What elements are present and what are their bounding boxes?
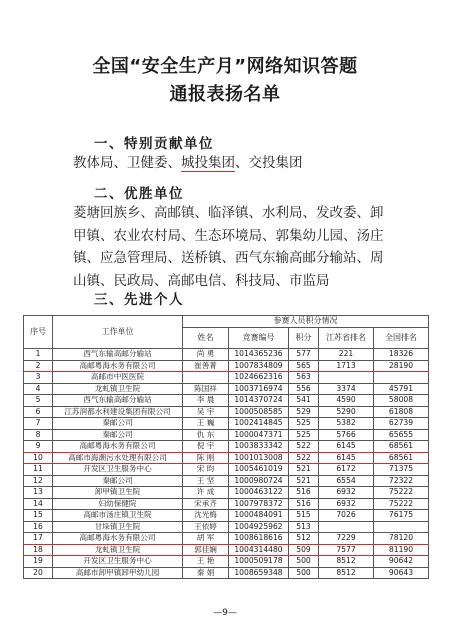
- table-row: [24, 510, 429, 522]
- cell-id: 1003833342: [229, 441, 289, 453]
- table-row: [24, 464, 429, 476]
- table-row: [24, 567, 429, 579]
- cell-score: 522: [289, 441, 319, 453]
- table-row: [24, 521, 429, 533]
- cell-score: 577: [289, 349, 319, 361]
- special-units-highlight: 城投集团: [181, 155, 235, 171]
- cell-unit: 西气东输高邮分输站: [53, 395, 183, 407]
- header-score: 积分: [289, 328, 319, 349]
- page-title-line1: 全国“安全生产月”网络知识答题: [92, 56, 358, 77]
- cell-unit: 秦邮公司: [53, 475, 183, 487]
- cell-name: 许 成: [183, 487, 229, 499]
- table-row: [24, 372, 429, 384]
- cell-unit: 卸甲镇卫生院: [53, 487, 183, 499]
- header-prov-rank: 江苏省排名: [319, 328, 374, 349]
- cell-id: 1014370724: [229, 395, 289, 407]
- cell-unit: 妇幼保健院: [53, 498, 183, 510]
- cell-seq: 8: [24, 429, 53, 441]
- table-row: [24, 395, 429, 407]
- cell-id: 1007834809: [229, 360, 289, 372]
- cell-id: 1000509178: [229, 556, 289, 568]
- cell-seq: 7: [24, 418, 53, 430]
- table-body: [24, 349, 429, 579]
- cell-nat-rank: 81190: [374, 544, 429, 556]
- cell-seq: 2: [24, 360, 53, 372]
- cell-seq: 12: [24, 475, 53, 487]
- table-row: [24, 487, 429, 499]
- cell-id: 1014365236: [229, 349, 289, 361]
- cell-name: [183, 372, 229, 384]
- cell-id: 1005461019: [229, 464, 289, 476]
- table-row: [24, 360, 429, 372]
- cell-nat-rank: 78120: [374, 533, 429, 545]
- table-row: [24, 452, 429, 464]
- cell-name: 王 坚: [183, 475, 229, 487]
- cell-nat-rank: 18326: [374, 349, 429, 361]
- cell-seq: 6: [24, 406, 53, 418]
- cell-unit: 龙虬镇卫生院: [53, 544, 183, 556]
- cell-unit: 高邮粤海水务有限公司: [53, 533, 183, 545]
- cell-seq: 16: [24, 521, 53, 533]
- cell-id: 1003716974: [229, 383, 289, 395]
- cell-seq: 9: [24, 441, 53, 453]
- cell-id: 1008659348: [229, 567, 289, 579]
- cell-prov-rank: 7577: [319, 544, 374, 556]
- cell-prov-rank: 8512: [319, 567, 374, 579]
- cell-unit: 高邮市中医医院: [53, 372, 183, 384]
- cell-nat-rank: 75222: [374, 498, 429, 510]
- cell-score: 525: [289, 429, 319, 441]
- cell-name: 王 巍: [183, 418, 229, 430]
- cell-unit: 开发区卫生服务中心: [53, 556, 183, 568]
- cell-score: 512: [289, 533, 319, 545]
- cell-unit: 甘垛镇卫生院: [53, 521, 183, 533]
- cell-id: 1002414845: [229, 418, 289, 430]
- table-row: [24, 406, 429, 418]
- cell-prov-rank: 4590: [319, 395, 374, 407]
- cell-id: 1024662316: [229, 372, 289, 384]
- cell-prov-rank: 5382: [319, 418, 374, 430]
- cell-seq: 13: [24, 487, 53, 499]
- cell-unit: 高邮粤海水务有限公司: [53, 441, 183, 453]
- cell-name: 陈国祥: [183, 383, 229, 395]
- cell-score: 500: [289, 556, 319, 568]
- cell-seq: 17: [24, 533, 53, 545]
- cell-score: 556: [289, 383, 319, 395]
- special-units-part1: 教体局、卫健委、: [73, 155, 181, 171]
- cell-prov-rank: 5290: [319, 406, 374, 418]
- cell-seq: 20: [24, 567, 53, 579]
- table-row: [24, 418, 429, 430]
- cell-seq: 10: [24, 452, 53, 464]
- cell-nat-rank: 68561: [374, 441, 429, 453]
- cell-score: 516: [289, 487, 319, 499]
- cell-nat-rank: 28190: [374, 360, 429, 372]
- cell-seq: 18: [24, 544, 53, 556]
- cell-name: 胡 军: [183, 533, 229, 545]
- cell-score: 541: [289, 395, 319, 407]
- cell-nat-rank: 90642: [374, 556, 429, 568]
- section-heading-special: 一、特别贡献单位: [94, 136, 214, 152]
- cell-seq: 5: [24, 395, 53, 407]
- table-row: [24, 533, 429, 545]
- cell-score: 513: [289, 521, 319, 533]
- cell-id: 1001013008: [229, 452, 289, 464]
- individuals-table: [23, 315, 428, 579]
- cell-id: 1000047371: [229, 429, 289, 441]
- table-row: [24, 429, 429, 441]
- cell-prov-rank: 6145: [319, 452, 374, 464]
- table-row: [24, 556, 429, 568]
- cell-seq: 19: [24, 556, 53, 568]
- special-units-part3: 、交投集团: [235, 155, 303, 171]
- header-name: 姓名: [183, 328, 229, 349]
- cell-seq: 15: [24, 510, 53, 522]
- cell-id: 1000508585: [229, 406, 289, 418]
- cell-nat-rank: [374, 521, 429, 533]
- cell-nat-rank: 71375: [374, 464, 429, 476]
- cell-seq: 4: [24, 383, 53, 395]
- cell-seq: 14: [24, 498, 53, 510]
- cell-unit: 龙虬镇卫生院: [53, 383, 183, 395]
- cell-prov-rank: 6554: [319, 475, 374, 487]
- cell-name: 仇 东: [183, 429, 229, 441]
- cell-unit: 秦邮公司: [53, 418, 183, 430]
- cell-id: 1008618616: [229, 533, 289, 545]
- header-nat-rank: 全国排名: [374, 328, 429, 349]
- cell-unit: 开发区卫生服务中心: [53, 464, 183, 476]
- cell-prov-rank: 8512: [319, 556, 374, 568]
- cell-name: 尚 勇: [183, 349, 229, 361]
- cell-id: 1000484091: [229, 510, 289, 522]
- cell-name: 郭佳娴: [183, 544, 229, 556]
- cell-nat-rank: 65655: [374, 429, 429, 441]
- cell-score: 515: [289, 510, 319, 522]
- cell-nat-rank: 72322: [374, 475, 429, 487]
- cell-prov-rank: 6172: [319, 464, 374, 476]
- cell-prov-rank: 7026: [319, 510, 374, 522]
- cell-name: 王依婷: [183, 521, 229, 533]
- cell-prov-rank: 1713: [319, 360, 374, 372]
- cell-unit: 江苏润都水利建设集团有限公司: [53, 406, 183, 418]
- cell-prov-rank: [319, 521, 374, 533]
- cell-score: 509: [289, 544, 319, 556]
- cell-prov-rank: 6932: [319, 487, 374, 499]
- cell-name: 陈 刚: [183, 452, 229, 464]
- cell-nat-rank: 76175: [374, 510, 429, 522]
- cell-id: 1007978372: [229, 498, 289, 510]
- cell-name: 崔善菁: [183, 360, 229, 372]
- cell-prov-rank: 6145: [319, 441, 374, 453]
- cell-seq: 1: [24, 349, 53, 361]
- header-group: 参赛人员积分情况: [183, 316, 429, 328]
- cell-id: 1004314480: [229, 544, 289, 556]
- cell-name: 王 艳: [183, 556, 229, 568]
- header-unit: 工作单位: [53, 316, 183, 349]
- cell-score: 500: [289, 567, 319, 579]
- table-row: [24, 383, 429, 395]
- cell-prov-rank: 221: [319, 349, 374, 361]
- cell-prov-rank: 5766: [319, 429, 374, 441]
- cell-name: 秦 娟: [183, 567, 229, 579]
- table-row: [24, 475, 429, 487]
- section-heading-individuals: 三、先进个人: [94, 292, 184, 308]
- cell-nat-rank: 58008: [374, 395, 429, 407]
- cell-score: 563: [289, 372, 319, 384]
- cell-nat-rank: 61808: [374, 406, 429, 418]
- special-units-text: [73, 152, 393, 175]
- page-title-line2: 通报表扬名单: [169, 84, 281, 105]
- cell-name: 吴 宇: [183, 406, 229, 418]
- cell-score: 525: [289, 418, 319, 430]
- cell-unit: 高邮市汤庄镇卫生院: [53, 510, 183, 522]
- cell-unit: 秦邮公司: [53, 429, 183, 441]
- cell-score: 522: [289, 452, 319, 464]
- cell-name: 沈光梅: [183, 510, 229, 522]
- cell-score: 529: [289, 406, 319, 418]
- cell-unit: 高邮市卸甲镇卸甲幼儿园: [53, 567, 183, 579]
- cell-nat-rank: 45791: [374, 383, 429, 395]
- cell-nat-rank: [374, 372, 429, 384]
- cell-unit: 西气东输高邮分输站: [53, 349, 183, 361]
- cell-prov-rank: 6932: [319, 498, 374, 510]
- cell-score: 516: [289, 498, 319, 510]
- table-row: [24, 544, 429, 556]
- cell-id: 1000463122: [229, 487, 289, 499]
- cell-seq: 3: [24, 372, 53, 384]
- cell-nat-rank: 90643: [374, 567, 429, 579]
- table-row: [24, 441, 429, 453]
- cell-seq: 11: [24, 464, 53, 476]
- cell-id: 1004925962: [229, 521, 289, 533]
- cell-nat-rank: 62739: [374, 418, 429, 430]
- header-id: 竞赛编号: [229, 328, 289, 349]
- cell-score: 565: [289, 360, 319, 372]
- table-row: [24, 498, 429, 510]
- cell-prov-rank: [319, 372, 374, 384]
- cell-name: 李 晨: [183, 395, 229, 407]
- page-number: —9—: [213, 608, 237, 618]
- section-heading-winners: 二、优胜单位: [94, 186, 184, 202]
- table-row: [24, 349, 429, 361]
- cell-name: 宋 昀: [183, 464, 229, 476]
- cell-unit: 高邮粤海水务有限公司: [53, 360, 183, 372]
- cell-nat-rank: 75222: [374, 487, 429, 499]
- cell-name: 宋承齐: [183, 498, 229, 510]
- winner-units-text: 菱塘回族乡、高邮镇、临泽镇、水利局、发改委、卸甲镇、农业农村局、生态环境局、郭集幼儿园、汤庄镇、应急管理局、送桥镇、西气东输高邮分输站、周山镇、民政局、高邮电信、科技局、市监局: [73, 205, 384, 289]
- cell-prov-rank: 3374: [319, 383, 374, 395]
- cell-score: 521: [289, 464, 319, 476]
- cell-id: 1000980724: [229, 475, 289, 487]
- cell-score: 521: [289, 475, 319, 487]
- header-seq: 序号: [24, 316, 53, 349]
- cell-nat-rank: 68561: [374, 452, 429, 464]
- cell-prov-rank: 7229: [319, 533, 374, 545]
- cell-name: 倪 宇: [183, 441, 229, 453]
- cell-unit: 高邮市海潮污水处理有限公司: [53, 452, 183, 464]
